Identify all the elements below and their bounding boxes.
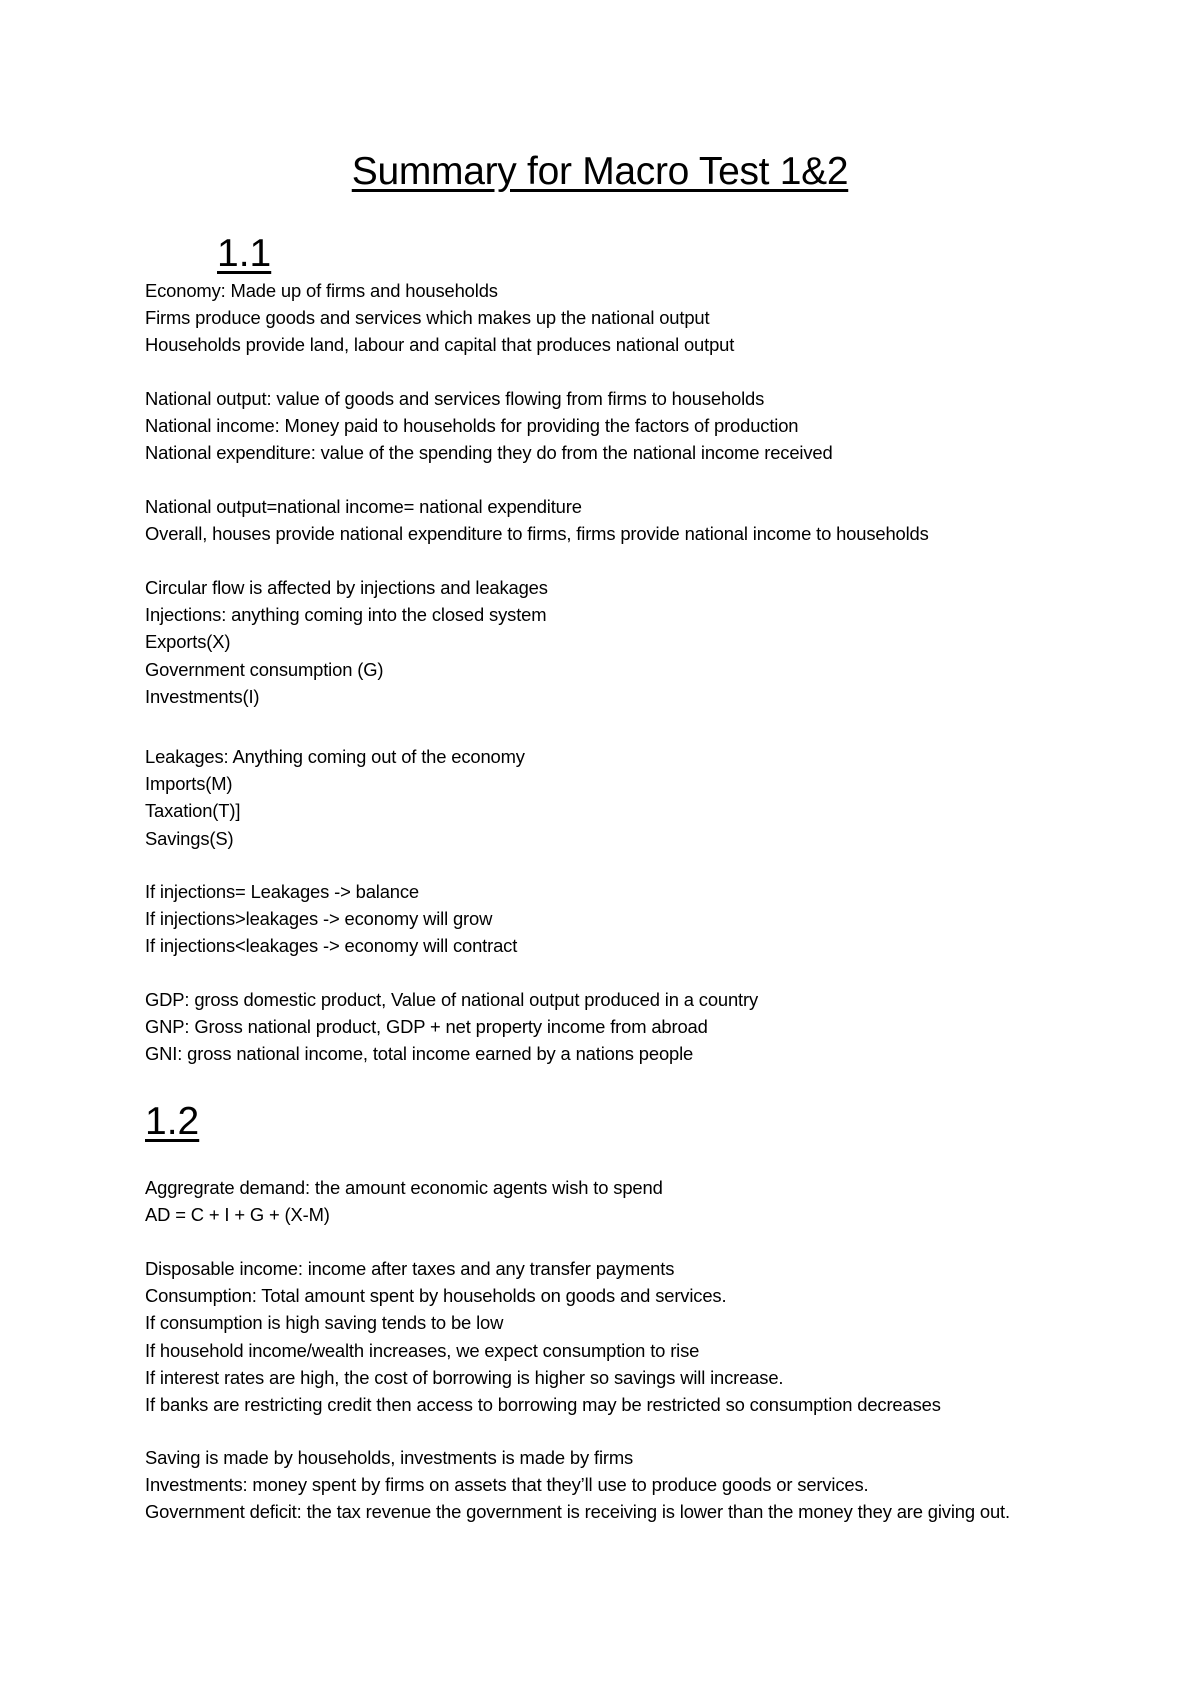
text-line: If banks are restricting credit then access to borrowing may be restricted so consumption decreases [145, 1394, 941, 1416]
paragraph-economy [145, 277, 1065, 359]
page-title: Summary for Macro Test 1&2 [351, 150, 849, 193]
text-line: Imports(M) [145, 773, 233, 795]
text-line: Economy: Made up of firms and households [145, 280, 498, 301]
text-line: Households provide land, labour and capital that produces national output [145, 334, 735, 356]
paragraph-balance-rules [145, 878, 1065, 960]
text-line: If interest rates are high, the cost of borrowing is higher so savings will increase. [145, 1366, 784, 1388]
paragraph-leakages [145, 743, 1065, 852]
text-line: Consumption: Total amount spent by households on goods and services. [145, 1285, 727, 1307]
text-line: If injections>leakages -> economy will grow [145, 908, 493, 930]
text-line: Government consumption (G) [145, 658, 384, 680]
text-line: If injections= Leakages -> balance [145, 881, 420, 902]
text-line: National output: value of goods and services flowing from firms to households [145, 388, 765, 409]
paragraph-consumption [145, 1255, 1065, 1418]
text-line: Overall, houses provide national expenditure to firms, firms provide national income to households [145, 523, 929, 545]
paragraph-aggregate-demand [145, 1174, 1065, 1228]
text-line: If household income/wealth increases, we expect consumption to rise [145, 1339, 700, 1361]
paragraph-saving-investment [145, 1444, 1065, 1526]
text-line: Disposable income: income after taxes and any transfer payments [145, 1258, 675, 1279]
text-line: GNP: Gross national product, GDP + net property income from abroad [145, 1016, 708, 1038]
text-line: Firms produce goods and services which makes up the national output [145, 307, 710, 329]
text-line: National income: Money paid to households for providing the factors of production [145, 415, 799, 437]
text-line: National output=national income= national expenditure [145, 496, 582, 517]
text-line: National expenditure: value of the spending they do from the national income received [145, 442, 833, 464]
paragraph-gdp-gnp-gni [145, 986, 1065, 1068]
text-line: GDP: gross domestic product, Value of national output produced in a country [145, 989, 759, 1010]
text-line: If consumption is high saving tends to be low [145, 1312, 504, 1334]
text-line: Saving is made by households, investments is made by firms [145, 1447, 634, 1468]
text-line: Aggregrate demand: the amount economic agents wish to spend [145, 1177, 663, 1198]
text-line: Injections: anything coming into the closed system [145, 604, 547, 626]
text-line: Investments: money spent by firms on assets that they’ll use to produce goods or services. [145, 1474, 869, 1496]
paragraph-equality [145, 493, 1065, 547]
text-line: Leakages: Anything coming out of the economy [145, 746, 525, 767]
text-line: Savings(S) [145, 827, 234, 849]
text-line: Government deficit: the tax revenue the government is receiving is lower than the money they are giving out. [145, 1501, 1010, 1523]
text-line: If injections<leakages -> economy will contract [145, 935, 518, 957]
paragraph-national-definitions [145, 385, 1065, 467]
section-heading-1-1: 1.1 [217, 232, 272, 275]
text-line: Investments(I) [145, 685, 260, 707]
text-line: Circular flow is affected by injections and leakages [145, 577, 548, 598]
text-line: GNI: gross national income, total income earned by a nations people [145, 1043, 694, 1065]
paragraph-injections [145, 574, 1065, 710]
text-line: Taxation(T)] [145, 800, 241, 822]
section-heading-1-2: 1.2 [145, 1100, 200, 1143]
text-line: AD = C + I + G + (X-M) [145, 1204, 330, 1226]
text-line: Exports(X) [145, 631, 231, 653]
